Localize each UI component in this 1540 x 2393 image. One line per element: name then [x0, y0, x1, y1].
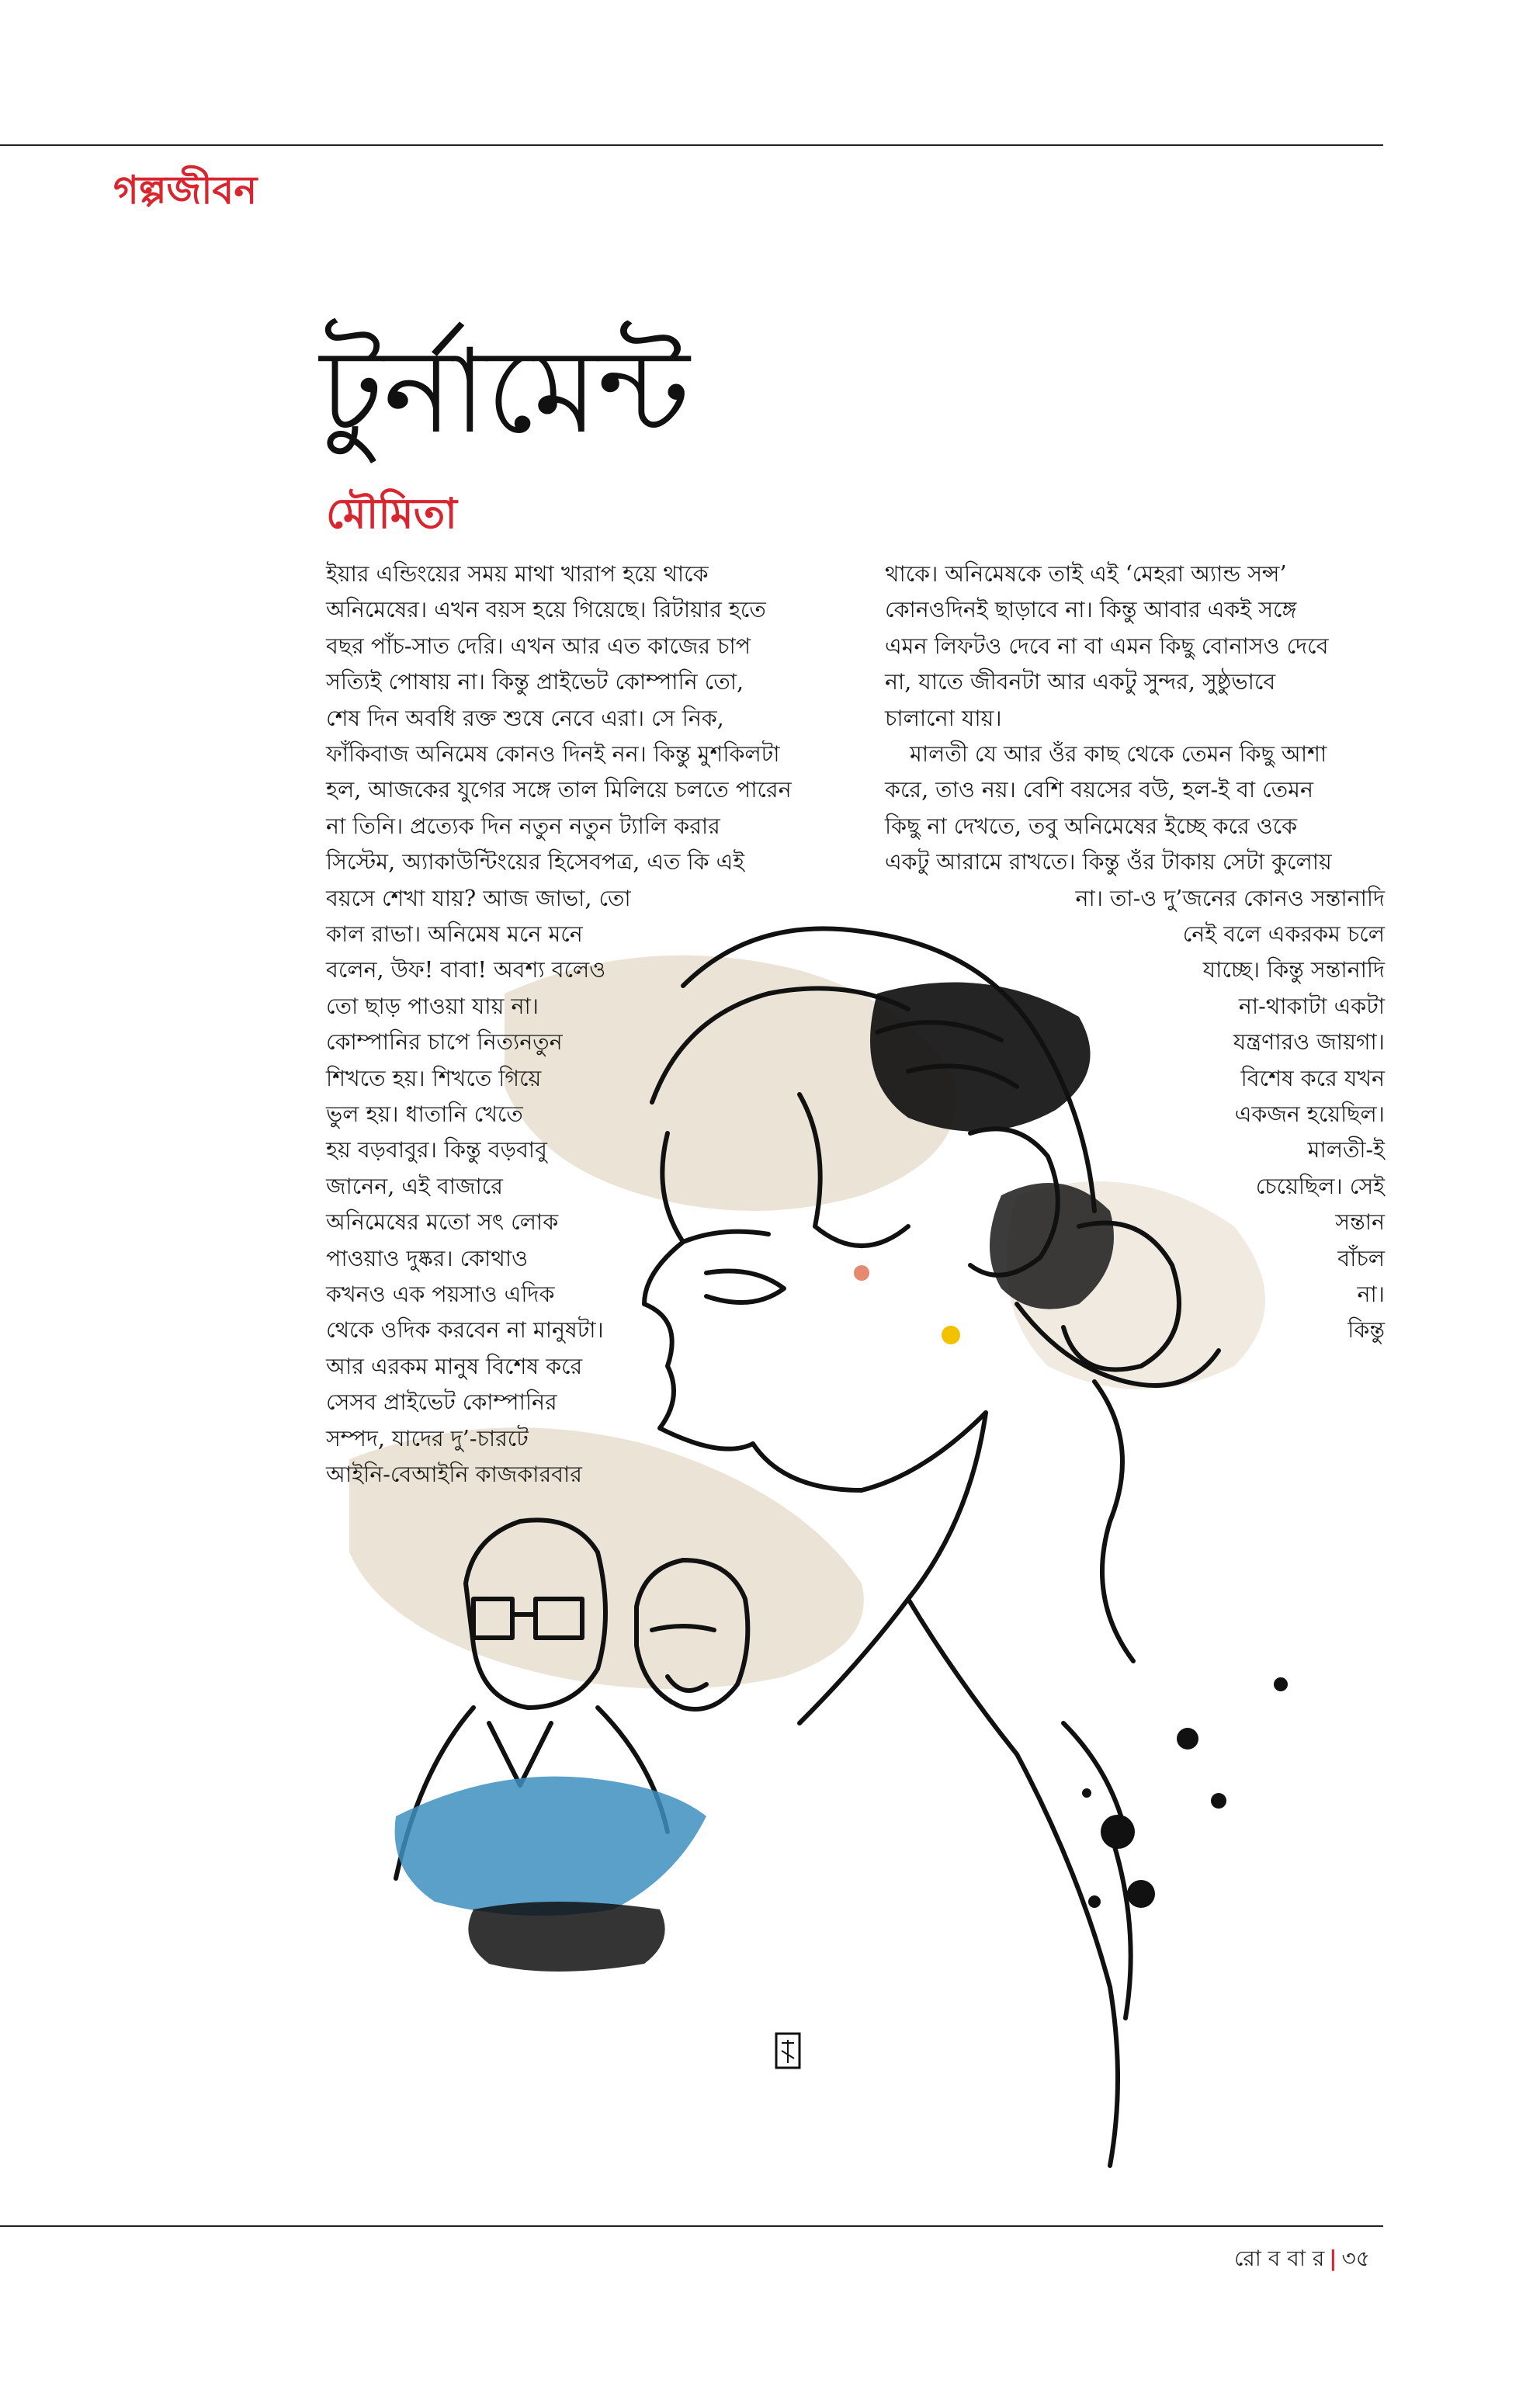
column_left-line: অনিমেষের মতো সৎ লোক — [326, 1209, 559, 1236]
story-illustration — [318, 900, 1420, 2173]
column_left-line: কাল রাভা। অনিমেষ মনে মনে — [326, 921, 583, 947]
column_right-line: থাকে। অনিমেষকে তাই এই ‘মেহরা অ্যান্ড সন্স’ — [885, 561, 1287, 587]
column_right-line: যন্ত্রণারও জায়গা। — [1233, 1029, 1385, 1056]
column_right-line: যাচ্ছে। কিন্তু সন্তানাদি — [1202, 957, 1385, 983]
column_left-line: বয়সে শেখা যায়? আজ জাভা, তো — [326, 885, 631, 911]
column_left-line: আর এরকম মানুষ বিশেষ করে — [326, 1353, 583, 1379]
page-number: ৩৫ — [1341, 2246, 1370, 2271]
column_left-line: কখনও এক পয়সাও এদিক — [326, 1281, 555, 1307]
magazine-name: রো ব বা র — [1234, 2246, 1325, 2271]
column_right-line: করে, তাও নয়। বেশি বয়সের বউ, হল-ই বা তেমন — [885, 777, 1313, 803]
column_right-line: না-থাকাটা একটা — [1238, 993, 1385, 1019]
column_left-line: সেসব প্রাইভেট কোম্পানির — [326, 1389, 557, 1416]
earring — [942, 1326, 960, 1344]
ink-blot-6 — [1274, 1677, 1288, 1691]
column_right-line: নেই বলে একরকম চলে — [1182, 921, 1385, 947]
story-title: টুর্নামেন্ট — [320, 324, 690, 460]
column_left-line: সত্যিই পোষায় না। কিন্তু প্রাইভেট কোম্পানি তো, — [326, 669, 744, 695]
column_right-line: বিশেষ করে যখন — [1240, 1065, 1385, 1091]
ink-blot-5 — [1088, 1895, 1101, 1908]
column_left-line: ইয়ার এন্ডিংয়ের সময় মাথা খারাপ হয়ে থাকে — [326, 561, 709, 587]
bottom-rule — [0, 2225, 1383, 2227]
column_left-line: সিস্টেম, অ্যাকাউন্টিংয়ের হিসেবপত্র, এত কি এই — [326, 849, 745, 876]
column_right-line: কিন্তু — [1348, 1317, 1385, 1344]
blue-shirt-wash — [395, 1777, 706, 1916]
column_right-line: মালতী যে আর ওঁর কাছ থেকে তেমন কিছু আশা — [910, 741, 1327, 767]
ink-blot-2 — [1177, 1728, 1198, 1750]
column_left-line: হয় বড়বাবুর। কিন্তু বড়বাবু — [326, 1137, 547, 1164]
footer-separator: | — [1329, 2246, 1337, 2271]
column_right-line: না। — [1357, 1281, 1385, 1307]
column_right-line: এমন লিফটও দেবে না বা এমন কিছু বোনাসও দেবে — [885, 633, 1329, 659]
story-author: মৌমিতা — [326, 489, 457, 538]
column_left-line: অনিমেষের। এখন বয়স হয়ে গিয়েছে। রিটায়ার হতে — [326, 597, 766, 623]
column_left-line: হল, আজকের যুগের সঙ্গে তাল মিলিয়ে চলতে পারেন — [326, 777, 792, 803]
ink-blot-7 — [1082, 1788, 1091, 1798]
black-smudge — [468, 1902, 664, 1972]
page-footer — [1234, 2242, 1370, 2278]
column_right-line: কোনওদিনই ছাড়াবে না। কিন্তু আবার একই সঙ্গে — [885, 597, 1297, 623]
column_left-line: শিখতে হয়। শিখতে গিয়ে — [326, 1065, 542, 1091]
column_left-line: ভুল হয়। ধাতানি খেতে — [326, 1101, 523, 1127]
column_right-line: কিছু না দেখতে, তবু অনিমেষের ইচ্ছে করে ওকে — [885, 813, 1298, 839]
column_left-line: সম্পদ, যাদের দু’-চারটে — [326, 1425, 529, 1451]
column_left-line: পাওয়াও দুষ্কর। কোথাও — [326, 1245, 529, 1271]
column_left-line: ফাঁকিবাজ অনিমেষ কোনও দিনই নন। কিন্তু মুশকিলটা — [326, 741, 780, 767]
ink-blot-3 — [1211, 1793, 1226, 1809]
column_right-line: চেয়েছিল। সেই — [1255, 1173, 1385, 1199]
column_left-line: বছর পাঁচ-সাত দেরি। এখন আর এত কাজের চাপ — [326, 633, 751, 659]
top-rule — [0, 144, 1383, 146]
column_left-line: বলেন, উফ! বাবা! অবশ্য বলেও — [326, 957, 606, 983]
cheek-mark — [854, 1265, 869, 1281]
column_left-line: শেষ দিন অবধি রক্ত শুষে নেবে এরা। সে নিক, — [326, 705, 724, 731]
section-heading: গল্পজীবন — [113, 168, 258, 213]
column_right-line: মালতী-ই — [1307, 1137, 1385, 1164]
artist-seal-mark — [782, 2040, 794, 2063]
ink-blot-1 — [1101, 1815, 1135, 1849]
column_right-line: একজন হয়েছিল। — [1234, 1101, 1385, 1127]
column_right-line: না। তা-ও দু’জনের কোনও সন্তানাদি — [1075, 885, 1385, 911]
column_left-line: আইনি-বেআইনি কাজকারবার — [326, 1462, 582, 1487]
column_left-line: জানেন, এই বাজারে — [326, 1173, 503, 1199]
column_right-line: সন্তান — [1335, 1209, 1385, 1236]
ink-blot-4 — [1127, 1880, 1155, 1908]
column_right-line: চালানো যায়। — [885, 705, 1002, 731]
column_left-line: কোম্পানির চাপে নিত্যনতুন — [326, 1029, 563, 1056]
column_right-line: না, যাতে জীবনটা আর একটু সুন্দর, সুষ্ঠুভাবে — [885, 669, 1276, 695]
column_left-line: থেকে ওদিক করবেন না মানুষটা। — [326, 1317, 604, 1344]
column_right-line: একটু আরামে রাখতে। কিন্তু ওঁর টাকায় সেটা কুলোয় — [885, 849, 1332, 876]
column_right-line: বাঁচল — [1337, 1245, 1385, 1271]
column_left-line: তো ছাড় পাওয়া যায় না। — [326, 993, 539, 1019]
column_left-line: না তিনি। প্রত্যেক দিন নতুন নতুন ট্যালি করার — [326, 813, 720, 839]
